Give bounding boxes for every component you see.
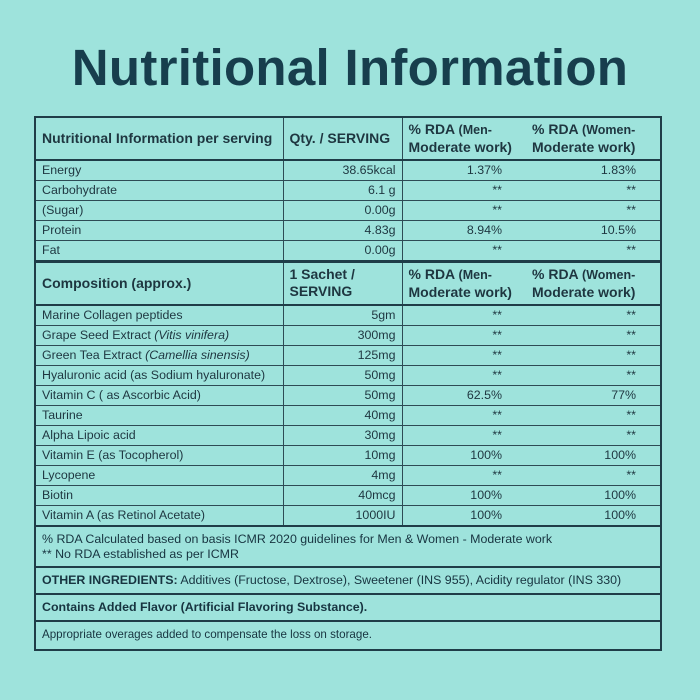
ingredient-scientific-name: (Vitis vinifera): [154, 328, 230, 342]
ingredient-name: [36, 326, 283, 346]
ingredient-label: Vitamin A (as Retinol Acetate): [42, 508, 206, 522]
rda-notes: [36, 527, 660, 568]
header-comp-rda-women-a: % RDA: [532, 265, 579, 282]
rda-note-none: ** No RDA established as per ICMR: [42, 547, 239, 561]
nutrient-qty: 38.65kcal: [283, 160, 402, 181]
ingredient-rda-men: **: [402, 326, 526, 346]
ingredient-rda-men: **: [402, 305, 526, 326]
ingredient-name: [36, 426, 283, 446]
table-row: [36, 346, 660, 366]
nutrition-header-row: [36, 118, 660, 160]
ingredient-label: Biotin: [42, 488, 73, 502]
table-row: [36, 486, 660, 506]
ingredient-name: [36, 346, 283, 366]
table-row: [36, 406, 660, 426]
nutrient-qty: 4.83g: [283, 221, 402, 241]
header-rda-women-c: Moderate work): [532, 138, 636, 155]
header-composition: Composition (approx.): [36, 262, 283, 306]
header-comp-rda-women: [526, 262, 660, 306]
nutrient-rda-women: 10.5%: [526, 221, 660, 241]
ingredient-rda-women: 100%: [526, 446, 660, 466]
ingredient-name: [36, 366, 283, 386]
ingredient-rda-women: **: [526, 346, 660, 366]
ingredient-qty: 50mg: [283, 366, 402, 386]
nutrient-qty: 0.00g: [283, 241, 402, 262]
table-row: [36, 305, 660, 326]
nutrition-facts-panel: [34, 116, 662, 651]
nutrient-rda-men: **: [402, 241, 526, 262]
header-nutrient: Nutritional Information per serving: [36, 118, 283, 160]
ingredient-qty: 5gm: [283, 305, 402, 326]
header-comp-rda-women-c: Moderate work): [532, 283, 636, 300]
ingredient-qty: 30mg: [283, 426, 402, 446]
ingredient-qty: 50mg: [283, 386, 402, 406]
ingredient-rda-men: 100%: [402, 486, 526, 506]
table-row: [36, 506, 660, 527]
ingredient-qty: 125mg: [283, 346, 402, 366]
ingredient-qty: 40mg: [283, 406, 402, 426]
nutrient-name: Protein: [36, 221, 283, 241]
ingredient-rda-women: **: [526, 326, 660, 346]
added-flavor-note: Contains Added Flavor (Artificial Flavoring Substance).: [36, 595, 660, 622]
ingredient-scientific-name: (Camellia sinensis): [145, 348, 250, 362]
nutrient-name: Carbohydrate: [36, 181, 283, 201]
header-comp-rda-men-b: (Men-: [458, 267, 492, 282]
nutrient-rda-women: **: [526, 181, 660, 201]
other-ingredients-text: Additives (Fructose, Dextrose), Sweetener (INS 955), Acidity regulator (INS 330): [177, 573, 622, 587]
ingredient-label: Vitamin E (as Tocopherol): [42, 448, 184, 462]
header-rda-women-a: % RDA: [532, 120, 579, 137]
ingredient-rda-women: **: [526, 366, 660, 386]
ingredient-label: Marine Collagen peptides: [42, 308, 183, 322]
ingredient-rda-women: 100%: [526, 506, 660, 527]
nutrient-rda-men: 8.94%: [402, 221, 526, 241]
header-rda-men-a: % RDA: [408, 120, 455, 137]
table-row: [36, 221, 660, 241]
nutrient-rda-women: **: [526, 201, 660, 221]
table-row: [36, 386, 660, 406]
composition-header-row: [36, 262, 660, 306]
header-rda-men-c: Moderate work): [408, 138, 512, 155]
nutrient-name: Fat: [36, 241, 283, 262]
header-sachet: 1 Sachet / SERVING: [283, 262, 402, 306]
ingredient-name: [36, 305, 283, 326]
ingredient-name: [36, 466, 283, 486]
ingredient-qty: 4mg: [283, 466, 402, 486]
header-qty: Qty. / SERVING: [283, 118, 402, 160]
ingredient-label: Grape Seed Extract: [42, 328, 155, 342]
other-ingredients: [36, 568, 660, 595]
table-row: [36, 181, 660, 201]
ingredient-name: [36, 446, 283, 466]
ingredient-rda-men: **: [402, 346, 526, 366]
ingredient-label: Green Tea Extract: [42, 348, 146, 362]
ingredient-rda-men: **: [402, 426, 526, 446]
ingredient-name: [36, 406, 283, 426]
ingredient-rda-men: 100%: [402, 446, 526, 466]
ingredient-rda-men: **: [402, 366, 526, 386]
ingredient-rda-women: 77%: [526, 386, 660, 406]
ingredient-rda-women: **: [526, 305, 660, 326]
header-rda-men-b: (Men-: [458, 122, 492, 137]
nutrient-rda-women: 1.83%: [526, 160, 660, 181]
nutrition-table: [36, 118, 660, 527]
table-row: [36, 426, 660, 446]
nutrient-rda-women: **: [526, 241, 660, 262]
ingredient-rda-men: 100%: [402, 506, 526, 527]
header-rda-women-b: (Women-: [582, 122, 636, 137]
table-row: [36, 201, 660, 221]
rda-note-basis: % RDA Calculated based on basis ICMR 2020 guidelines for Men & Women - Moderate work: [42, 532, 553, 546]
header-rda-women: [526, 118, 660, 160]
nutrient-rda-men: 1.37%: [402, 160, 526, 181]
ingredient-rda-men: **: [402, 406, 526, 426]
header-comp-rda-women-b: (Women-: [582, 267, 636, 282]
ingredient-rda-women: **: [526, 426, 660, 446]
ingredient-qty: 40mcg: [283, 486, 402, 506]
nutrient-qty: 0.00g: [283, 201, 402, 221]
ingredient-rda-women: **: [526, 406, 660, 426]
table-row: [36, 160, 660, 181]
ingredient-rda-women: **: [526, 466, 660, 486]
ingredient-label: Alpha Lipoic acid: [42, 428, 136, 442]
nutrient-name: Energy: [36, 160, 283, 181]
table-row: [36, 366, 660, 386]
ingredient-label: Lycopene: [42, 468, 96, 482]
nutrient-rda-men: **: [402, 201, 526, 221]
header-comp-rda-men: [402, 262, 526, 306]
ingredient-label: Vitamin C ( as Ascorbic Acid): [42, 388, 201, 402]
other-ingredients-label: OTHER INGREDIENTS:: [42, 573, 178, 587]
table-row: [36, 326, 660, 346]
header-rda-men: [402, 118, 526, 160]
overages-note: Appropriate overages added to compensate the loss on storage.: [42, 628, 372, 641]
ingredient-qty: 10mg: [283, 446, 402, 466]
ingredient-label: Hyaluronic acid (as Sodium hyaluronate): [42, 368, 266, 382]
ingredient-qty: 300mg: [283, 326, 402, 346]
nutrient-name: (Sugar): [36, 201, 283, 221]
table-row: [36, 241, 660, 262]
nutrient-qty: 6.1 g: [283, 181, 402, 201]
nutrient-rda-men: **: [402, 181, 526, 201]
ingredient-name: [36, 506, 283, 527]
table-row: [36, 446, 660, 466]
table-row: [36, 466, 660, 486]
ingredient-rda-men: 62.5%: [402, 386, 526, 406]
ingredient-rda-men: **: [402, 466, 526, 486]
header-comp-rda-men-a: % RDA: [408, 265, 455, 282]
ingredient-rda-women: 100%: [526, 486, 660, 506]
ingredient-name: [36, 386, 283, 406]
page-title: Nutritional Information: [71, 39, 629, 96]
ingredient-name: [36, 486, 283, 506]
ingredient-label: Taurine: [42, 408, 83, 422]
header-comp-rda-men-c: Moderate work): [408, 283, 512, 300]
ingredient-qty: 1000IU: [283, 506, 402, 527]
